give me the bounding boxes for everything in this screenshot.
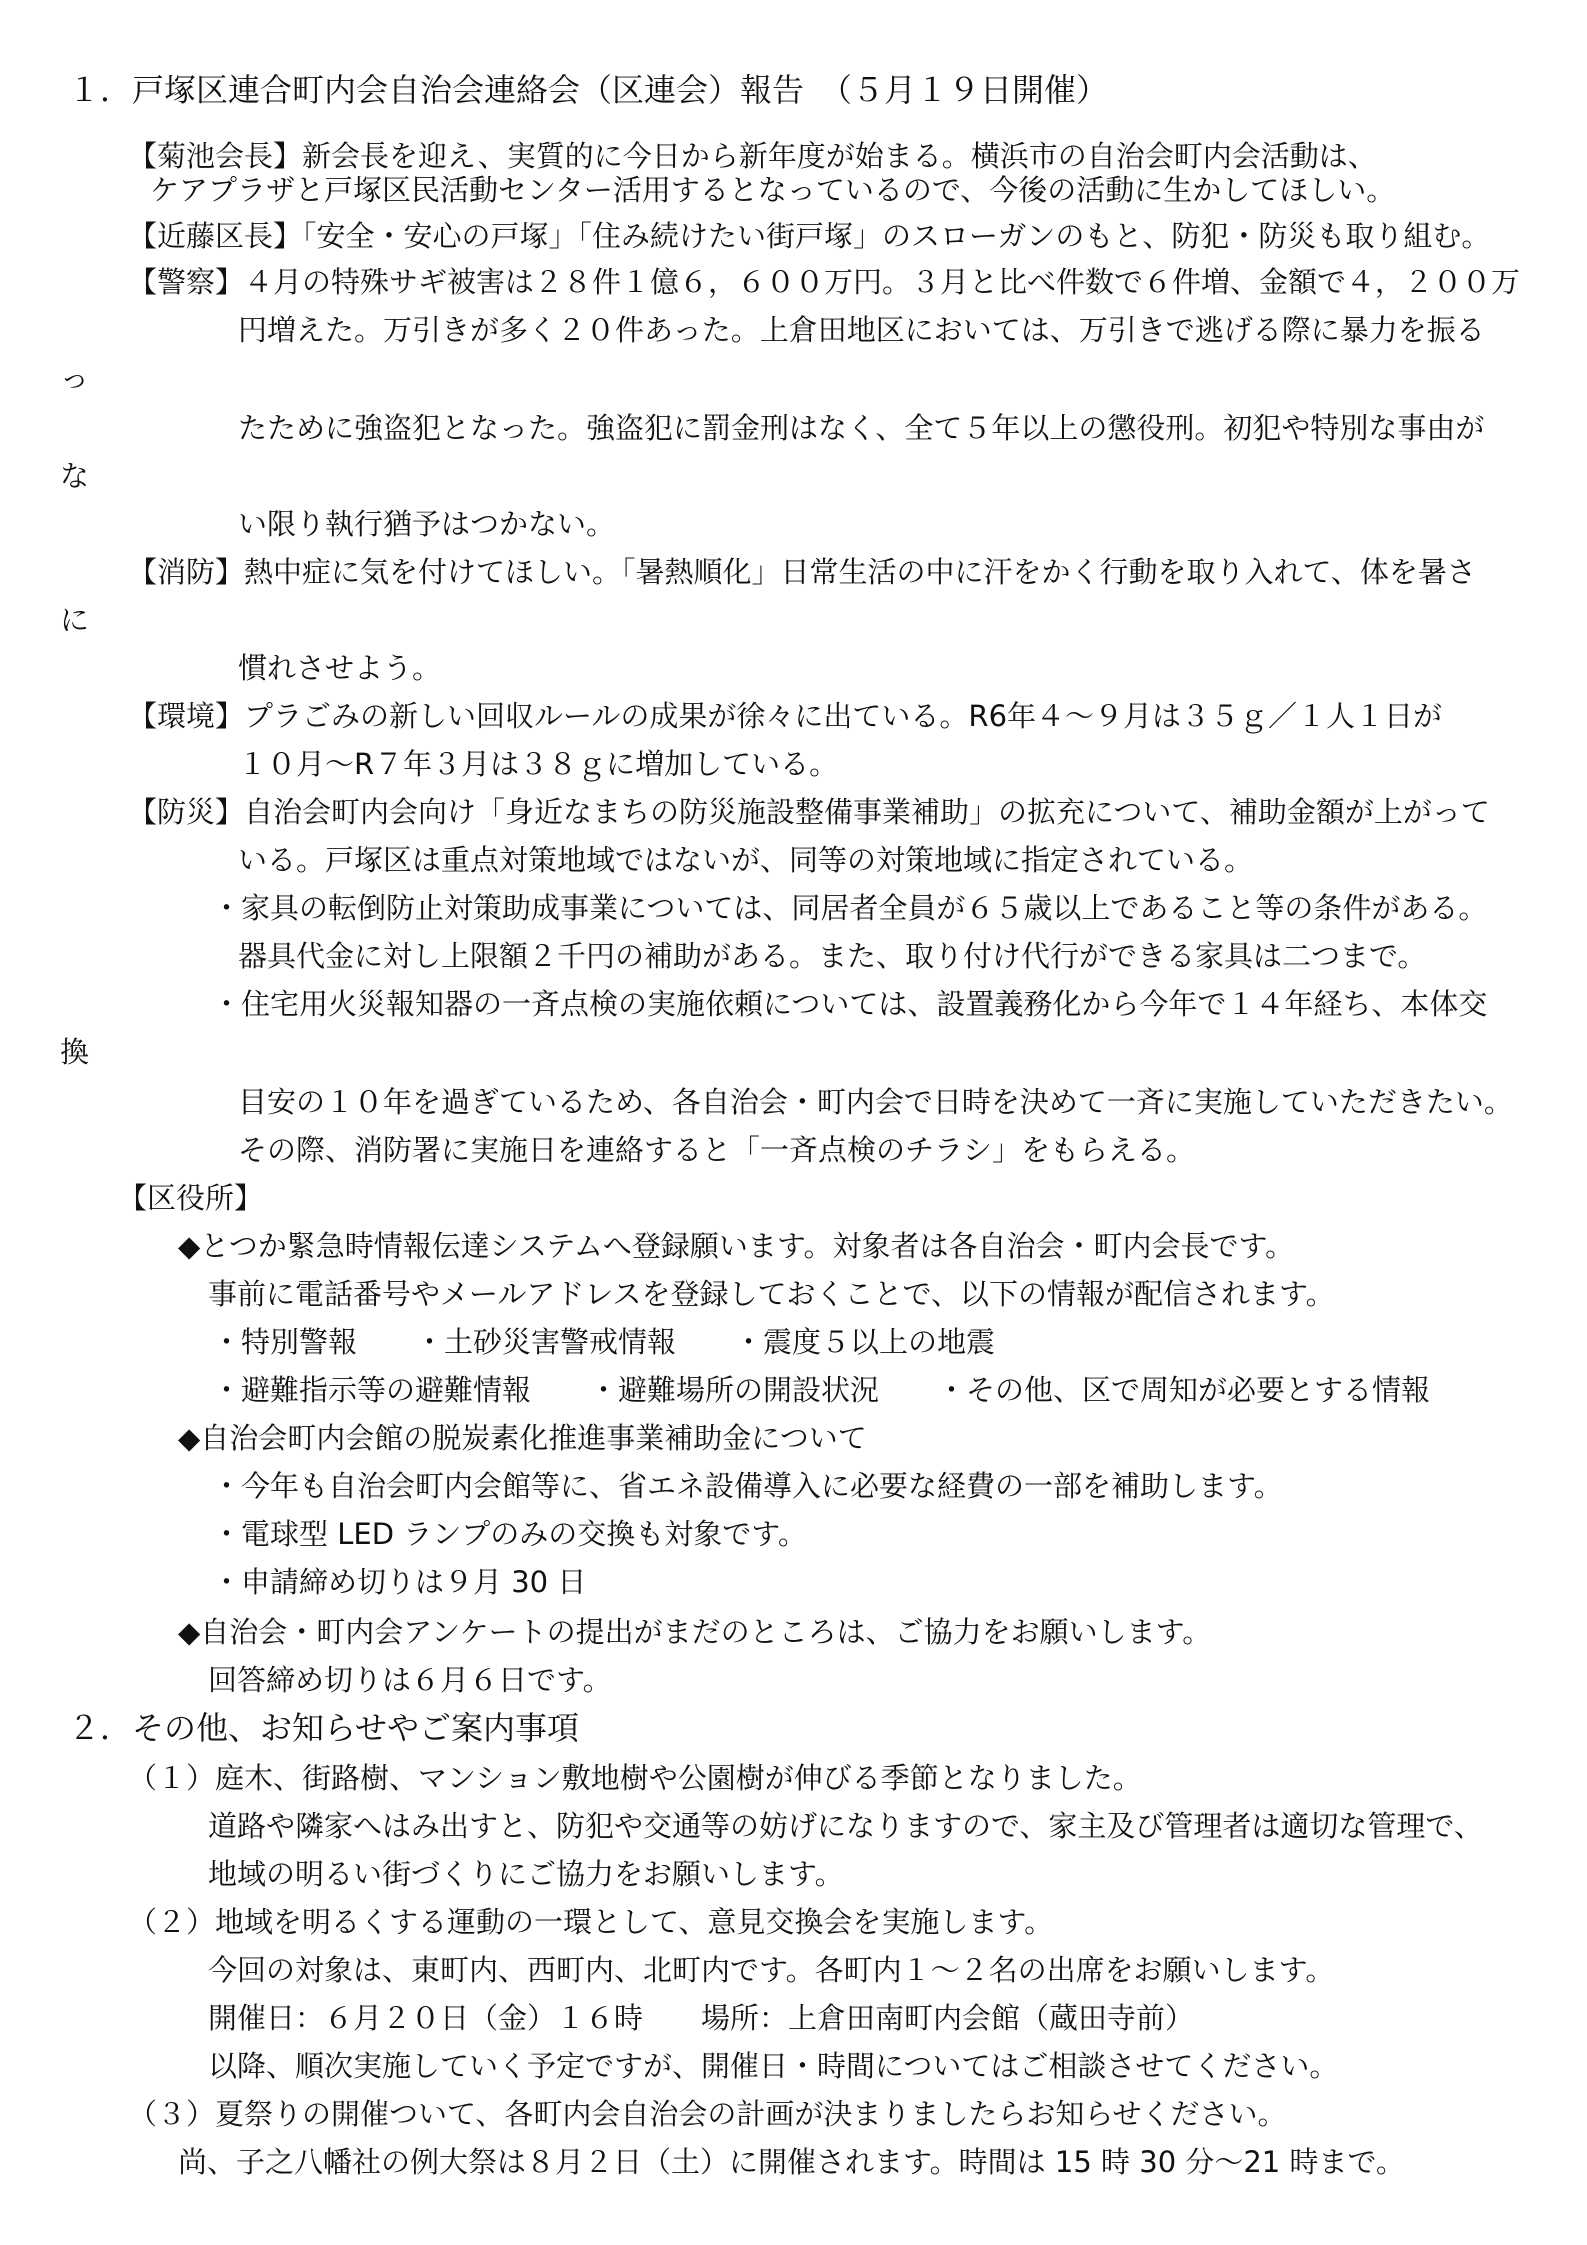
report-line: 目安の１０年を過ぎているため、各自治会・町内会で日時を決めて一斉に実施していただきたい。	[238, 1085, 1513, 1119]
notice-line: 地域の明るい街づくりにご協力をお願いします。	[208, 1857, 844, 1891]
report-line: 【菊池会長】新会長を迎え、実質的に今日から新年度が始まる。横浜市の自治会町内会活動は、	[128, 139, 1377, 173]
notice-line: （３）夏祭りの開催ついて、各町内会自治会の計画が決まりましたらお知らせください。	[128, 2097, 1287, 2131]
report-line: い限り執行猶予はつかない。	[238, 507, 616, 541]
report-line: ・今年も自治会町内会館等に、省エネ設備導入に必要な経費の一部を補助します。	[212, 1469, 1283, 1503]
section2-heading: ２．その他、お知らせやご案内事項	[68, 1709, 580, 1747]
report-line: ◆自治会町内会館の脱炭素化推進事業補助金について	[178, 1421, 867, 1455]
report-line: 【防災】自治会町内会向け「身近なまちの防災施設整備事業補助」の拡充について、補助金額が上がって	[128, 795, 1490, 829]
report-line: 事前に電話番号やメールアドレスを登録しておくことで、以下の情報が配信されます。	[208, 1277, 1335, 1311]
report-line: 慣れさせよう。	[238, 651, 442, 685]
report-line: ・申請締め切りは９月 30 日	[212, 1565, 587, 1599]
notice-line: 以降、順次実施していく予定ですが、開催日・時間についてはご相談させてください。	[208, 2049, 1339, 2083]
report-line: ・住宅用火災報知器の一斉点検の実施依頼については、設置義務化から今年で１４年経ち、本体交	[212, 987, 1488, 1021]
notice-line: （２）地域を明るくする運動の一環として、意見交換会を実施します。	[128, 1905, 1054, 1939]
report-line: その際、消防署に実施日を連絡すると「一斉点検のチラシ」をもらえる。	[238, 1133, 1196, 1167]
report-line: 【消防】熱中症に気を付けてほしい。「暑熱順化」日常生活の中に汗をかく行動を取り入れて、体を暑さ	[128, 555, 1476, 589]
report-line: 【区役所】	[118, 1181, 264, 1215]
report-line: 換	[60, 1035, 90, 1069]
report-line: ◆自治会・町内会アンケートの提出がまだのところは、ご協力をお願いします。	[178, 1615, 1212, 1649]
report-line: ・避難指示等の避難情報 ・避難場所の開設状況 ・その他、区で周知が必要とする情報	[212, 1373, 1431, 1407]
notice-line: （１）庭木、街路樹、マンション敷地樹や公園樹が伸びる季節となりました。	[128, 1761, 1142, 1795]
report-line: 【環境】プラごみの新しい回収ルールの成果が徐々に出ている。R6年４～９月は３５ｇ／１人１日が	[128, 699, 1443, 733]
report-line: に	[60, 603, 90, 637]
report-line: 回答締め切りは６月６日です。	[208, 1663, 612, 1697]
report-line: ◆とつか緊急時情報伝達システムへ登録願います。対象者は各自治会・町内会長です。	[178, 1229, 1295, 1263]
report-line: いる。戸塚区は重点対策地域ではないが、同等の対策地域に指定されている。	[238, 843, 1254, 877]
report-line: 器具代金に対し上限額２千円の補助がある。また、取り付け代行ができる家具は二つまで。	[238, 939, 1427, 973]
report-line: ケアプラザと戸塚区民活動センター活用するとなっているので、今後の活動に生かしてほしい。	[150, 173, 1396, 207]
notice-line: 今回の対象は、東町内、西町内、北町内です。各町内１～２名の出席をお願いします。	[208, 1953, 1335, 1987]
report-line: っ	[60, 361, 90, 395]
report-line: 円増えた。万引きが多く２０件あった。上倉田地区においては、万引きで逃げる際に暴力を振る	[238, 313, 1485, 347]
section1-heading: １．戸塚区連合町内会自治会連絡会（区連会）報告 （５月１９日開催）	[68, 71, 1109, 109]
report-line: 【近藤区長】「安全・安心の戸塚」「住み続けたい街戸塚」のスローガンのもと、防犯・防災も取り組む。	[128, 219, 1491, 253]
report-line: １０月～R７年３月は３８ｇに増加している。	[238, 747, 839, 781]
notice-line: 尚、子之八幡社の例大祭は８月２日（土）に開催されます。時間は 15 時 30 分～21 時まで。	[178, 2145, 1405, 2179]
report-line: たために強盗犯となった。強盗犯に罰金刑はなく、全て５年以上の懲役刑。初犯や特別な事由が	[238, 411, 1485, 445]
report-line: 【警察】４月の特殊サギ被害は２８件１億６，６００万円。３月と比べ件数で６件増、金額で４，２００万	[128, 265, 1521, 299]
report-line: ・特別警報 ・土砂災害警戒情報 ・震度５以上の地震	[212, 1325, 996, 1359]
report-line: ・電球型 LED ランプのみの交換も対象です。	[212, 1517, 807, 1551]
report-line: な	[60, 459, 90, 493]
notice-line: 開催日：６月２０日（金）１６時 場所：上倉田南町内会館（蔵田寺前）	[208, 2001, 1195, 2035]
notice-line: 道路や隣家へはみ出すと、防犯や交通等の妨げになりますので、家主及び管理者は適切な管理で、	[208, 1809, 1483, 1843]
report-line: ・家具の転倒防止対策助成事業については、同居者全員が６５歳以上であること等の条件がある。	[212, 891, 1488, 925]
